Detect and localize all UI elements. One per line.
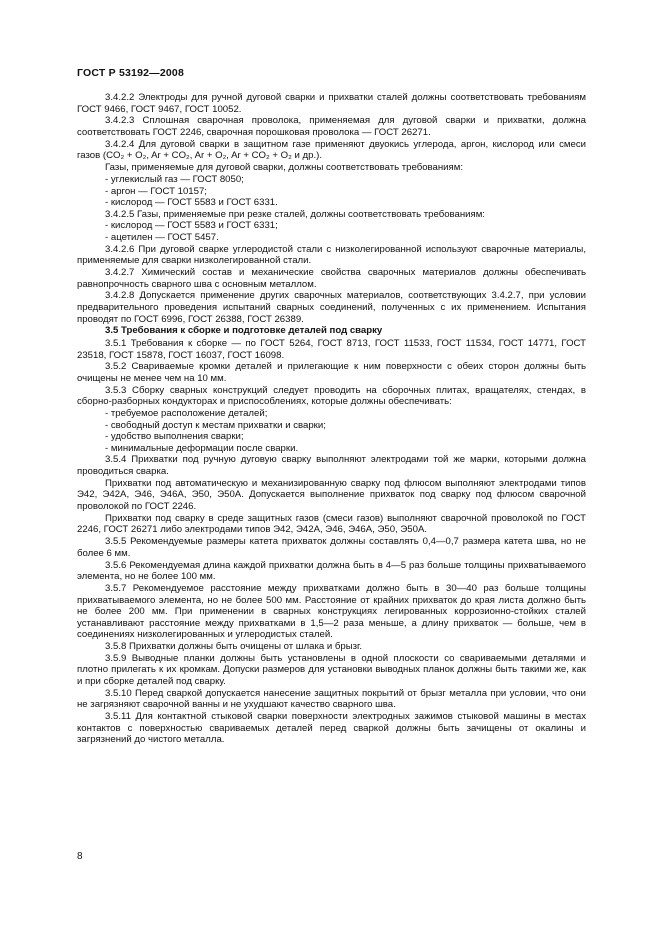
paragraph: 3.5.3 Сборку сварных конструкций следует проводить на сборочных плитах, вращателях, стендах, в сборно-разборных кондукторах и приспособлениях, которые должны обеспечивать: [77,384,586,408]
document-body [77,92,586,746]
list-item: - кислород — ГОСТ 5583 и ГОСТ 6331; [105,220,278,232]
paragraph: 3.5.6 Рекомендуемая длина каждой прихватки должна быть в 4—5 раз больше толщины прихватываемого элемента, но не более 100 мм. [77,559,586,583]
section-heading: 3.5 Требования к сборке и подготовке деталей под сварку [105,325,383,337]
list-item: - требуемое расположение деталей; [105,408,268,420]
paragraph: 3.5.9 Выводные планки должны быть установлены в одной плоскости со свариваемыми деталями и плотно прилегать к их кромкам. Допуски размеров для установки выводных планок должны быть такими же, как и при сборке деталей под сварку. [77,652,586,688]
paragraph: 3.5.4 Прихватки под ручную дуговую сварку выполняют электродами той же марки, которыми должна проводиться сварка. [77,454,586,478]
list-item: - ацетилен — ГОСТ 5457. [105,232,219,244]
paragraph: Прихватки под автоматическую и механизированную сварку под флюсом выполняют электродами типов Э42, Э42А, Э46, Э46А, Э50, Э50А. Допускается выполнение прихваток под сварку под флюсом сварочной проволокой по ГОСТ 2246. [77,477,586,513]
paragraph: 3.5.8 Прихватки должны быть очищены от шлака и брызг. [105,641,362,653]
paragraph: 3.4.2.4 Для дуговой сварки в защитном газе применяют двуокись углерода, аргон, кислород или смеси газов (CO₂ + O₂, Ar + CO₂, Ar + O₂, Ar + CO₂ + O₂ и др.). [77,138,586,162]
paragraph: 3.5.1 Требования к сборке — по ГОСТ 5264, ГОСТ 8713, ГОСТ 11533, ГОСТ 11534, ГОСТ 14771, ГОСТ 23518, ГОСТ 15878, ГОСТ 16037, ГОСТ 16098. [77,337,586,361]
list-item: - углекислый газ — ГОСТ 8050; [105,173,244,185]
paragraph: 3.5.7 Рекомендуемое расстояние между прихватками должно быть в 30—40 раз больше толщины прихватываемого элемента, но не более 500 мм. Расстояние от крайних прихваток до края листа должно быть не более 200 мм. При применении в сварных конструкциях легированных коррозионно-стойких сталей устанавливают расстояние между прихватками в 1,5—2 раза меньше, а длину прихваток — больше, чем в соединениях низколегированных и углеродистых сталей. [77,582,586,641]
paragraph: Газы, применяемые для дуговой сварки, должны соответствовать требованиям: [105,162,463,174]
list-item: - минимальные деформации после сварки. [105,442,299,454]
paragraph: 3.4.2.3 Сплошная сварочная проволока, применяемая для дуговой сварки и прихватки, должна соответствовать ГОСТ 2246, сварочная порошковая проволока — ГОСТ 26271. [77,115,586,138]
paragraph: Прихватки под сварку в среде защитных газов (смеси газов) выполняют сварочной проволокой по ГОСТ 2246, ГОСТ 26271 либо электродами типов Э42, Э42А, Э46, Э46А, Э50, Э50А. [77,512,586,536]
paragraph: 3.5.11 Для контактной стыковой сварки поверхности электродных зажимов стыковой машины в местах контактов с поверхностью свариваемых деталей перед сваркой должны быть зачищены от окалины и загрязнений до чистого металла. [77,711,586,746]
paragraph: 3.5.2 Свариваемые кромки деталей и прилегающие к ним поверхности с обеих сторон должны быть очищены не менее чем на 10 мм. [77,361,586,384]
list-item: - удобство выполнения сварки; [105,431,244,443]
standard-header: ГОСТ Р 53192—2008 [77,67,185,79]
paragraph: 3.5.5 Рекомендуемые размеры катета прихваток должны составлять 0,4—0,7 размера катета шва, но не более 6 мм. [77,536,586,559]
paragraph: 3.4.2.7 Химический состав и механические свойства сварочных материалов должны обеспечивать равнопрочность сварного шва с основным металлом. [77,267,586,290]
page-number: 8 [77,851,83,862]
paragraph: 3.4.2.2 Электроды для ручной дуговой сварки и прихватки сталей должны соответствовать требованиям ГОСТ 9466, ГОСТ 9467, ГОСТ 10052. [77,92,586,115]
list-item: - аргон — ГОСТ 10157; [105,185,207,197]
paragraph: 3.4.2.6 При дуговой сварке углеродистой стали с низколегированной используют сварочные материалы, применяемые для сварки низколегированной стали. [77,243,586,267]
paragraph: 3.4.2.5 Газы, применяемые при резке сталей, должны соответствовать требованиям: [105,208,485,220]
list-item: - свободный доступ к местам прихватки и сварки; [105,419,326,431]
paragraph: 3.4.2.8 Допускается применение других сварочных материалов, соответствующих 3.4.2.7, при условии предварительного проведения испытаний сварных соединений, полученных с их применением. Испытания проводят по ГОСТ 6996, ГОСТ 26388, ГОСТ 26389. [77,290,586,325]
list-item: - кислород — ГОСТ 5583 и ГОСТ 6331. [105,197,278,209]
paragraph: 3.5.10 Перед сваркой допускается нанесение защитных покрытий от брызг металла при условии, что они не загрязняют сварочной ванны и не ухудшают качество сварного шва. [77,687,586,711]
